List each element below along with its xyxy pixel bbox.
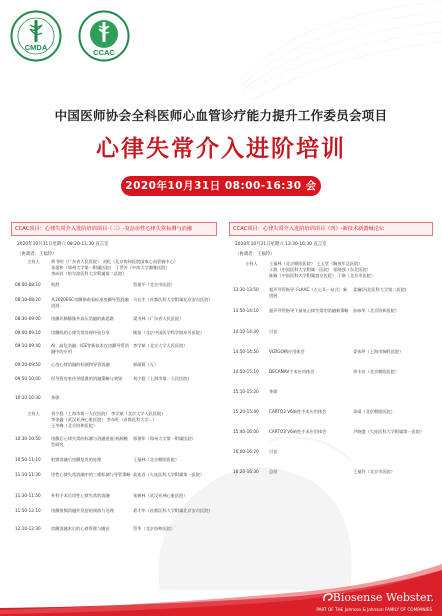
row-time: 13:50-14:10 [233,308,259,313]
row-speaker: 蔡华（北京协和医院） [133,526,175,531]
schedule-row [229,469,433,479]
row-time: 11:10-11:30 [15,472,41,477]
schedule-row [229,287,433,304]
row-time: 12:10-12:30 [15,526,41,531]
host-name-line: 王福林（北京朝阳医院） 王玉堂（解放军总医院） [269,261,363,266]
schedule-row [11,362,217,373]
row-topic: 外科手术后房性心律失常的消融 [51,493,110,498]
left-session-header: CCAC项目：心律失常介入进阶培训项目（三）-复杂房性心律失常标测与消融 [11,222,217,236]
schedule-row [11,330,217,341]
schedule-row [229,389,433,399]
host-name-line: 于波（中国医科大学附属一医院） 张晓强（东北医院） [269,266,371,272]
row-time: 08:10-08:20 [15,297,41,302]
right-session-meta: 2020年10月31日星期六 13:30-16:30 直言室 [235,242,327,247]
left-schedule-table-second [11,436,217,536]
row-topic: 房颤后心律失常的标测与消融进展:机制模型研究 [51,436,128,447]
row-speaker: 葛才华（首都医科大学附属北京安贞医院） [133,508,213,513]
row-time: 11:30-11:50 [15,493,41,498]
ccac-logo [78,10,130,62]
row-speaker: 李学斌（北京大学人民医院） [133,343,188,348]
row-time: 10:50-11:10 [15,457,41,462]
row-topic: 房颤环肺静脉外高压消融的新思路 [51,316,114,321]
page-title: 心律失常介入进阶培训 [96,136,346,162]
row-speaker: 姚焰（北京中国医学科学院阜外医院） [133,330,205,335]
schedule-row [11,508,217,522]
schedule-row [11,526,217,536]
left-schedule-table [11,282,217,405]
row-speaker: 郭丽莉（无） [133,362,159,367]
left-coordinator: （协调者：王福铃） [17,252,57,257]
row-topic: 讨论 [269,329,278,334]
row-speaker: 姜伟坪（上海市胸科医院） [353,349,404,354]
row-speaker: 姜骊(河北医科大学第二医院) [353,287,407,292]
host-name-line: 李成祥（哈尔滨医科大学附属第二医院） [51,270,127,276]
row-speaker: 章靖（北京朝阳医院） [353,409,395,414]
row-time: 14:10-14:30 [233,329,259,334]
host-name-line: 陈颖（中国医科大学附属盛京医院） 丁焕（北京市医院） [269,272,376,278]
schedule-row [11,282,217,292]
row-speaker: 蔡建平（北京市医院） [133,282,175,287]
host-name-line: 张超和（郑州大学第一附属医院） 丁世芳（中南大学湘雅医院） [51,264,170,270]
brand-logo-text: Biosense Webster. [332,591,434,604]
host-name-line: 黄书明（广东省人民医院） 刘化（北京协和医院国家心血管病中心） [51,259,178,264]
row-topic: 房颤线的心律失常处理经验分享 [51,330,110,335]
row-time: 09:00-09:10 [15,330,41,335]
row-topic: DECANAV手术应用体会 [269,369,315,374]
schedule-row [229,409,433,419]
row-time: 09:50-10:00 [15,376,41,381]
row-speaker: 孙咏华（北京协和医院） [353,308,400,313]
schedule-row [229,329,433,339]
row-topic: AI、高危消融、ICE等新技术在房颤导管消融中的应用 [51,343,129,354]
row-speaker: 梁书林（广东省人民医院） [133,316,184,321]
row-speaker: 尹晓盛（大连医科大学附属第一医院） [353,429,425,434]
row-topic: 超声导管指导下LAAC（左心耳一站式）新进展 [269,287,348,298]
schedule-row [229,429,433,439]
row-topic: CARTO3 V6新性手术应用体会 [269,429,327,434]
row-topic: 超声导管指导下最低心律失常的消融新策略 [269,308,349,313]
row-topic: 经导管房室传导阻滞的消融策略与效果 [51,376,123,381]
schedule-row [11,472,217,489]
schedule-row [229,449,433,459]
row-topic: 心房心律消融的标测和导管消融 [51,362,110,367]
row-topic: VIZIGO鞘应用体会 [269,349,305,354]
row-time: 15:40-16:00 [233,429,259,434]
date-badge: 2020年10月31日 08:00-16:30 会议日程 [121,176,321,196]
row-time: 13:30-13:50 [233,287,259,292]
left-hosts [11,259,217,279]
row-speaker: 王福铃（北京市医院） [353,469,395,474]
row-topic: 致辞 [51,282,60,287]
row-time: 10:10-10:30 [15,395,41,400]
row-time: 15:10-15:20 [233,389,259,394]
row-time: 15:20-15:40 [233,409,259,414]
left-hosts-second [11,411,217,431]
right-schedule-table [229,287,433,479]
ccac-logo-text: CCAC [93,48,115,57]
row-speaker: 余丰亮（北京朝阳医院） [353,369,400,374]
row-topic: 房颤消融术后的心律管理与随访 [51,526,110,531]
host-role-label: 主持人 [245,261,258,266]
cmda-logo [10,10,62,62]
right-coordinator: （协调者：王福铃） [235,252,275,257]
row-time: 09:20-09:50 [15,362,41,367]
row-time: 10:30-10:50 [15,436,41,441]
row-topic: 房性心律失常消融中的三维标测与导管策略 [51,472,131,477]
row-time: 09:10-09:40 [15,343,41,348]
row-speaker: 刘少稳（上海市第一人民医院） [133,376,192,381]
schedule-row [229,369,433,379]
row-time: 08:00-08:10 [15,282,41,287]
row-topic: 房颤射频消融并发症的预防与处理 [51,508,114,513]
host-role-label: 主持人 [27,259,40,264]
host-name-line: 刘少稳（上海市第一人民医院） 李学斌（北京大学人民医院） [51,411,166,416]
schedule-row [11,316,217,327]
row-topic: 茶歇 [269,389,278,394]
row-topic: 射频消融后房颤复发的处理 [51,457,102,462]
decorative-lines [242,0,442,100]
host-name-line: 王冬梅（北京协和医院） [51,422,98,428]
cmda-logo-text: CMDA [24,43,48,52]
left-session-meta: 2020年10月31日星期六 08:20-11:30 直言室 [17,242,109,247]
row-time: 08:30-09:00 [15,316,41,321]
right-session-header: CCAC项目：心律失常介入进阶培训项目（四）-新技术新器械论坛 [229,222,433,236]
row-speaker: 马长生（首都医科大学附属北京安贞医院） [133,297,213,302]
schedule-row [11,395,217,405]
row-time: 16:00-16:20 [233,449,259,454]
schedule-row [11,376,217,391]
row-speaker: 郭建华（郑州大学第一附属医院） [133,436,196,441]
right-session-column [229,222,433,479]
row-time: 14:50-14:50 [233,349,259,354]
schedule-row [11,493,217,504]
schedule-row [11,436,217,453]
left-session-column [11,222,217,536]
row-time: 14:50-15:10 [233,369,259,374]
schedule-row [229,308,433,325]
schedule-row [229,349,433,359]
row-topic: CARTO3 V6新性手术应用体会 [269,409,327,414]
host-name-line: 李金鑫（武汉亚洲心脏医院） 李东旺（首都医科大学...） [51,416,157,422]
schedule-row [11,297,217,314]
right-hosts [229,261,433,281]
brand-tagline: PART OF THE Johnson & Johnson FAMILY OF COMPANIES [316,607,432,612]
row-topic: 总结 [269,469,278,474]
row-topic: 从2020ESC房颤指南看标准房颤导管消融进展 [51,297,129,308]
schedule-row [11,457,217,468]
row-speaker: 张树林（武汉亚洲心脏医院） [133,493,188,498]
schedule-row [11,343,217,359]
row-time: 11:50-12:10 [15,508,41,513]
organization-title: 中国医师协会全科医师心血管诊疗能力提升工作委员会项目 [54,108,388,123]
row-speaker: 高连君（大连医科大学附属第一医院） [133,472,205,477]
host-role-label: 主持人 [27,411,40,416]
row-speaker: 王福林（北京朝阳医院） [133,457,180,462]
row-time: 16:20-16:30 [233,469,259,474]
row-topic: 茶歇 [51,395,60,400]
row-topic: 讨论 [269,449,278,454]
